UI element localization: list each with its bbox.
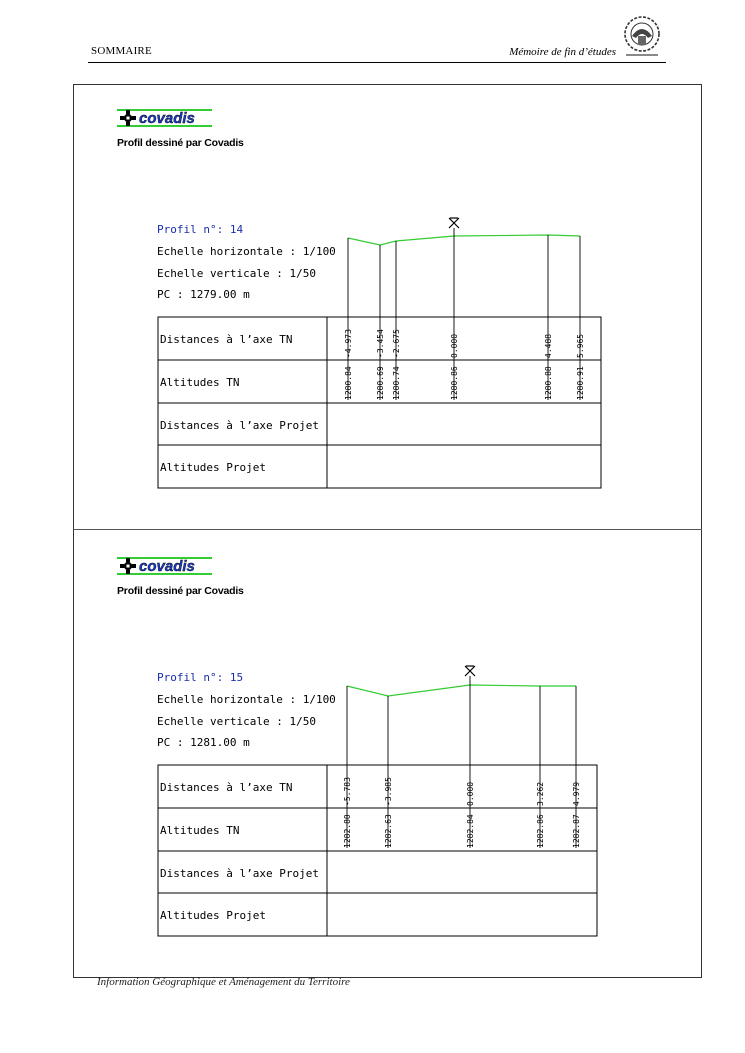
institution-logo-icon — [620, 14, 664, 60]
row-label-altitudes-projet: Altitudes Projet — [160, 461, 266, 474]
profile-panel-14 — [74, 88, 701, 528]
row-label-altitudes-projet: Altitudes Projet — [160, 909, 266, 922]
distance-values — [343, 777, 581, 806]
profile-drawing — [74, 88, 701, 528]
altitude-values — [344, 366, 585, 400]
profile-title: Profil n°: 15 — [157, 671, 244, 684]
altitude-value: 1280.86 — [450, 366, 459, 400]
altitude-value: 1280.88 — [544, 366, 553, 400]
altitude-values — [343, 814, 581, 848]
vertical-scale: Echelle verticale : 1/50 — [157, 715, 316, 728]
terrain-profile-line — [347, 685, 576, 696]
distance-value: -3.985 — [384, 777, 393, 806]
svg-text:covadis: covadis — [139, 558, 195, 575]
altitude-value: 1282.86 — [536, 814, 545, 848]
distance-value: -5.783 — [343, 777, 352, 806]
altitude-value: 1282.84 — [466, 814, 475, 848]
header-rule — [88, 62, 666, 63]
distance-value: 4.979 — [572, 781, 581, 806]
vertical-scale: Echelle verticale : 1/50 — [157, 267, 316, 280]
altitude-value: 1282.87 — [572, 814, 581, 848]
distance-values — [344, 329, 585, 358]
row-label-distances-projet: Distances à l’axe Projet — [160, 419, 319, 432]
distance-value: 0.000 — [466, 781, 475, 806]
footer-text: Information Géographique et Aménagement du Territoire — [97, 976, 350, 988]
distance-value: -4.973 — [344, 329, 353, 358]
distance-value: -3.454 — [376, 329, 385, 358]
distance-value: 3.262 — [536, 781, 545, 806]
row-label-distances-tn: Distances à l’axe TN — [160, 781, 293, 794]
altitude-value: 1282.80 — [343, 814, 352, 848]
horizontal-scale: Echelle horizontale : 1/100 — [157, 245, 336, 258]
header-document-title: Mémoire de fin d’études — [509, 46, 616, 58]
row-label-altitudes-tn: Altitudes TN — [160, 824, 240, 837]
header-section-title: SOMMAIRE — [91, 45, 152, 57]
axis-marker-icon — [465, 666, 475, 676]
altitude-value: 1280.84 — [344, 366, 353, 400]
distance-value: 4.488 — [544, 333, 553, 358]
reference-plane: PC : 1281.00 m — [157, 736, 250, 749]
distance-value: 5.965 — [576, 333, 585, 358]
altitude-value: 1280.91 — [576, 366, 585, 400]
row-label-distances-projet: Distances à l’axe Projet — [160, 867, 319, 880]
altitude-value: 1282.63 — [384, 814, 393, 848]
profile-title: Profil n°: 14 — [157, 223, 244, 236]
terrain-profile-line — [348, 235, 580, 245]
profile-panel-15 — [74, 536, 701, 976]
drawn-by-caption: Profil dessiné par Covadis — [117, 137, 244, 149]
row-label-altitudes-tn: Altitudes TN — [160, 376, 240, 389]
profile-drawing — [74, 536, 701, 976]
reference-plane: PC : 1279.00 m — [157, 288, 250, 301]
svg-text:covadis: covadis — [139, 110, 195, 127]
panel-separator — [73, 529, 702, 530]
distance-value: 0.000 — [450, 333, 459, 358]
altitude-value: 1280.69 — [376, 366, 385, 400]
drawn-by-caption: Profil dessiné par Covadis — [117, 585, 244, 597]
distance-value: -2.675 — [392, 329, 401, 358]
axis-marker-icon — [449, 218, 459, 228]
row-label-distances-tn: Distances à l’axe TN — [160, 333, 293, 346]
horizontal-scale: Echelle horizontale : 1/100 — [157, 693, 336, 706]
altitude-value: 1280.74 — [392, 366, 401, 400]
